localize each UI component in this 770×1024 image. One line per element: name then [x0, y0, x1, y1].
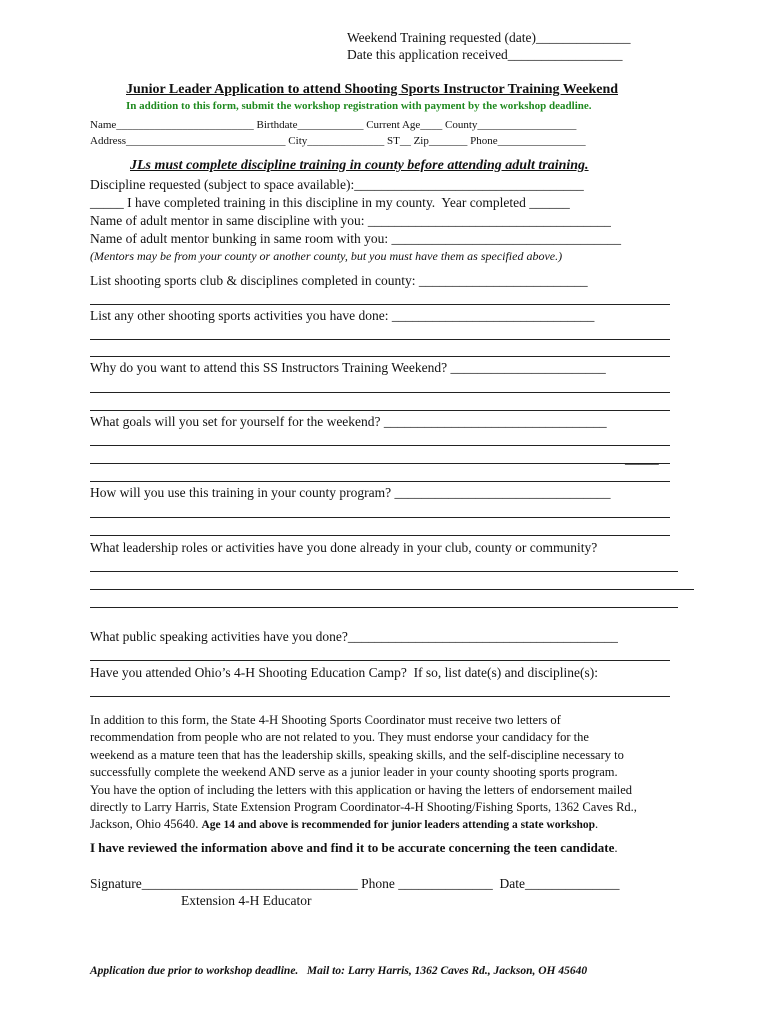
discipline-heading: JLs must complete discipline training in county before attending adult training.: [130, 158, 589, 173]
paragraph-line: [90, 816, 637, 834]
answer-line: [90, 571, 678, 572]
question-goals: What goals will you set for yourself for the weekend? _________________________________: [90, 414, 607, 429]
paragraph-line: In addition to this form, the State 4-H Shooting Sports Coordinator must receive two letters of: [90, 713, 561, 727]
paragraph-line: successfully complete the weekend AND serve as a junior leader in your county shooting sports program.: [90, 765, 618, 780]
page-title: Junior Leader Application to attend Shooting Sports Instructor Training Weekend: [126, 82, 619, 97]
page-subtitle: In addition to this form, submit the workshop registration with payment by the workshop deadline.: [126, 100, 592, 112]
application-received-date: Date this application received_________________: [347, 47, 623, 62]
answer-line: [90, 660, 670, 661]
answer-line: [90, 410, 670, 411]
question-shooting-camp: Have you attended Ohio’s 4-H Shooting Education Camp? If so, list date(s) and discipline(s):: [90, 665, 599, 680]
paragraph-line: recommendation from people who are not related to you. They must endorse your candidacy for the: [90, 730, 589, 745]
footer-note: Application due prior to workshop deadline. Mail to: Larry Harris, 1362 Caves Rd., Jackson, OH 45640: [90, 965, 588, 977]
question-why-attend: Why do you want to attend this SS Instructors Training Weekend? _______________________: [90, 360, 606, 375]
answer-line: [90, 445, 670, 446]
educator-label: Extension 4-H Educator: [181, 893, 312, 908]
mentor-same-room: Name of adult mentor bunking in same room with you: __________________________________: [90, 231, 621, 246]
question-county-use: How will you use this training in your county program? ________________________________: [90, 485, 611, 500]
review-text: I have reviewed the information above and find it to be accurate concerning the teen candidate: [90, 840, 615, 855]
answer-line: [90, 589, 694, 590]
answer-line: [90, 517, 670, 518]
answer-line: [90, 481, 670, 482]
review-period: .: [614, 840, 618, 855]
mentor-same-discipline: Name of adult mentor in same discipline with you: ____________________________________: [90, 213, 611, 228]
answer-line: [90, 339, 670, 340]
signature-line: Signature________________________________ Phone ______________ Date______________: [90, 876, 620, 891]
question-clubs: List shooting sports club & disciplines completed in county: _________________________: [90, 273, 588, 288]
question-leadership: What leadership roles or activities have you done already in your club, county or community?: [90, 540, 598, 555]
answer-line: [90, 535, 670, 536]
answer-line: [90, 463, 670, 464]
answer-line: [90, 696, 670, 697]
paragraph-line: directly to Larry Harris, State Extension Program Coordinator-4-H Shooting/Fishing Sports, 1362 Caves Rd.,: [90, 800, 637, 815]
review-statement: [90, 840, 618, 856]
weekend-training-date: Weekend Training requested (date)______________: [347, 30, 631, 45]
training-completed: _____ I have completed training in this discipline in my county. Year completed ______: [90, 195, 570, 210]
mentor-note: (Mentors may be from your county or another county, but you must have them as specified above.): [90, 249, 563, 263]
discipline-requested: Discipline requested (subject to space available):__________________________________: [90, 177, 584, 192]
answer-line: [90, 607, 678, 608]
question-public-speaking: What public speaking activities have you done?________________________________________: [90, 629, 618, 644]
paragraph-address: Jackson, Ohio 45640.: [90, 817, 202, 832]
recommendation-paragraph: [90, 712, 637, 835]
paragraph-line: weekend as a mature teen that has the leadership skills, speaking skills, and the self-discipline necessary to: [90, 747, 624, 762]
address-line: Address_____________________________ City______________ ST__ Zip_______ Phone________________: [90, 135, 586, 147]
answer-line: [90, 304, 670, 305]
answer-line: [90, 356, 670, 357]
paragraph-period: .: [595, 817, 599, 832]
paragraph-line: You have the option of including the letters with this application or having the letters of endorsement mailed: [90, 782, 633, 797]
goals-extra-blank: _____: [625, 451, 659, 466]
name-line: Name_________________________ Birthdate____________ Current Age____ County__________________: [90, 119, 577, 131]
question-other-activities: List any other shooting sports activities you have done: ______________________________: [90, 308, 595, 323]
age-recommendation: Age 14 and above is recommended for junior leaders attending a state workshop: [201, 819, 596, 832]
answer-line: [90, 392, 670, 393]
